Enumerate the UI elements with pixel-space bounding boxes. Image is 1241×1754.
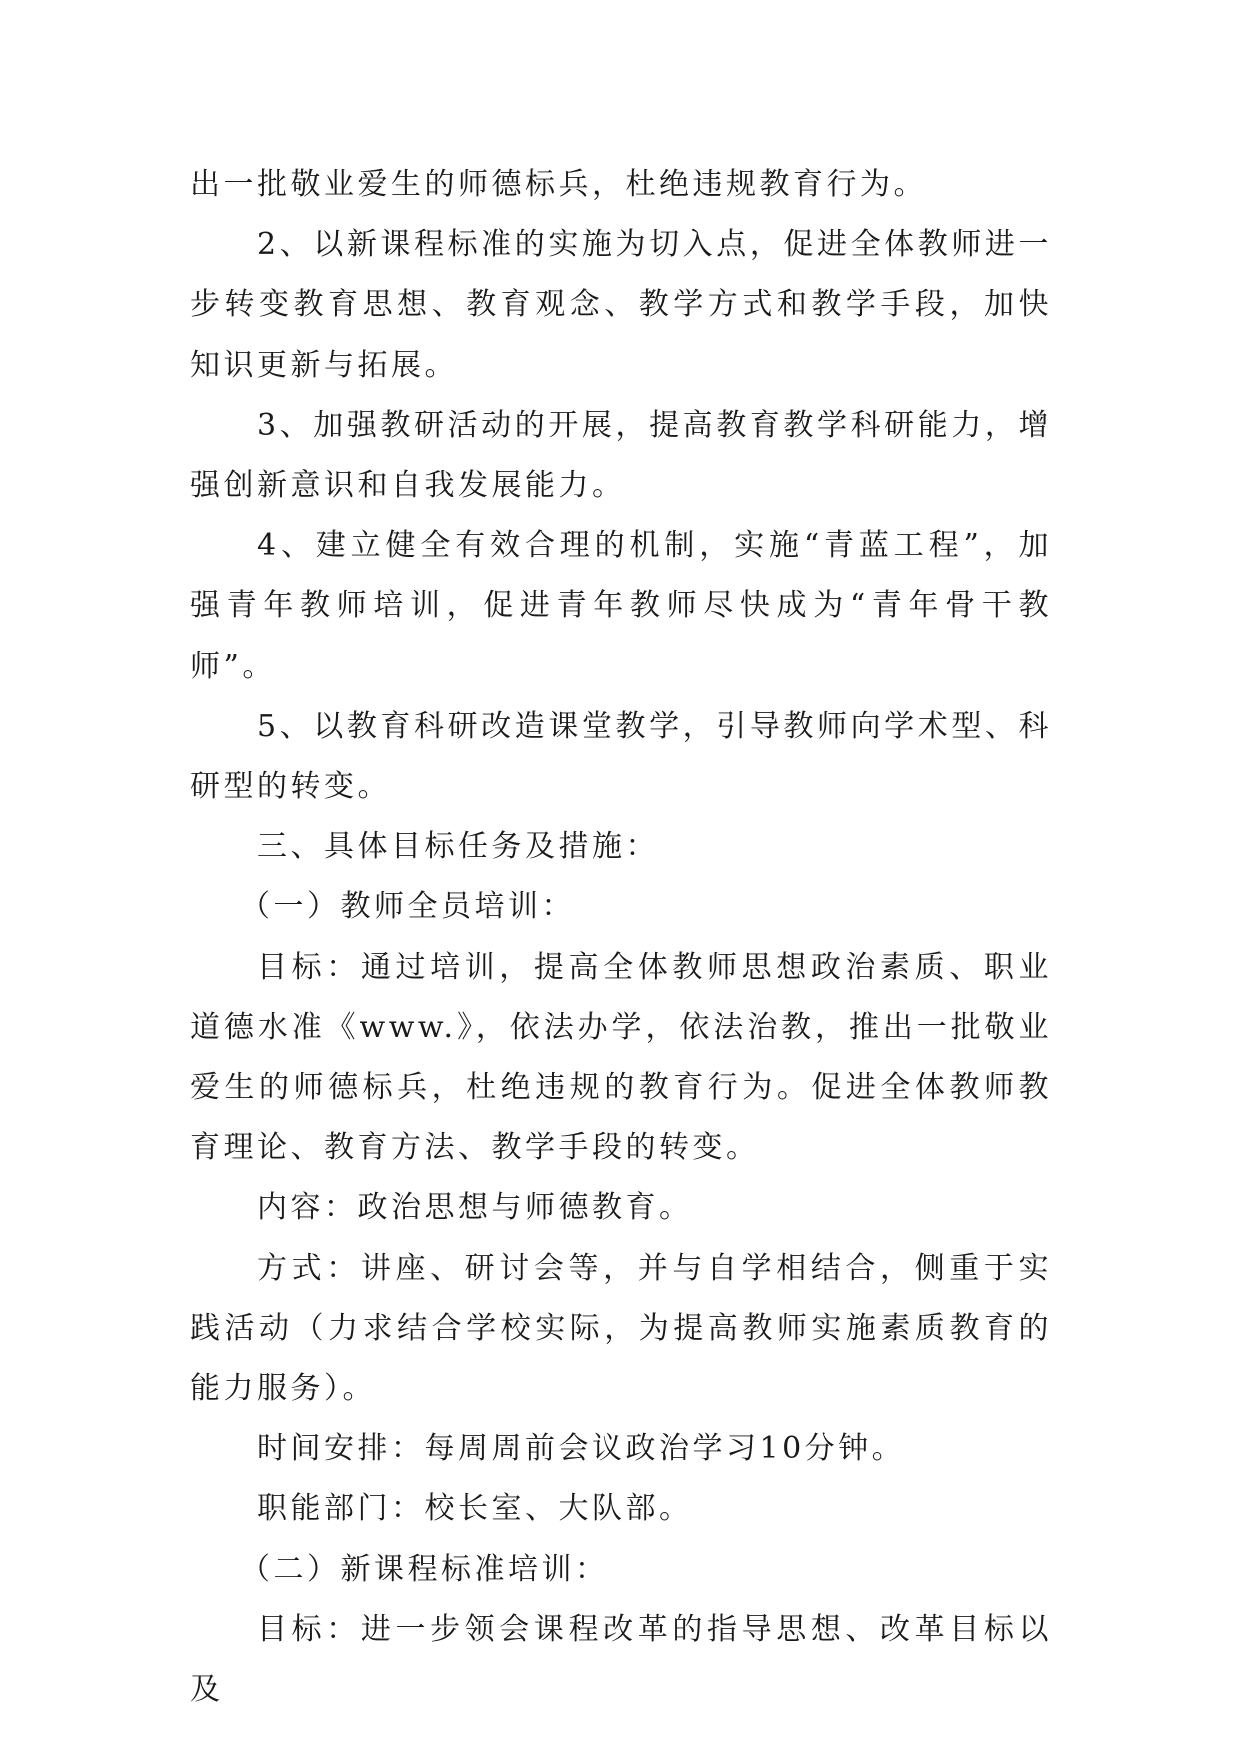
paragraph: 3、加强教研活动的开展，提高教育教学科研能力，增强创新意识和自我发展能力。 xyxy=(190,407,1052,504)
paragraph: 目标：通过培训，提高全体教师思想政治素质、职业道德水准《www.》，依法办学，依法治教，推出一批敬业爱生的师德标兵，杜绝违规的教育行为。促进全体教师教育理论、教育方法、教学手段的转变。 xyxy=(190,949,1052,1166)
paragraph: 出一批敬业爱生的师德标兵，杜绝违规教育行为。 xyxy=(190,167,927,202)
paragraph: 目标：进一步领会课程改革的指导思想、改革目标以及 xyxy=(190,1611,1052,1708)
section-heading: 三、具体目标任务及措施： xyxy=(257,829,659,865)
document-body xyxy=(190,155,1052,1720)
paragraph: 2、以新课程标准的实施为切入点，促进全体教师进一步转变教育思想、教育观念、教学方式和教学手段，加快知识更新与拓展。 xyxy=(190,227,1052,383)
paragraph: 方式：讲座、研讨会等，并与自学相结合，侧重于实践活动（力求结合学校实际，为提高教师实施素质教育的能力服务）。 xyxy=(190,1250,1052,1407)
paragraph: 4、建立健全有效合理的机制，实施“青蓝工程”，加强青年教师培训，促进青年教师尽快成为“青年骨干教师”。 xyxy=(190,528,1052,684)
paragraph: 职能部门：校长室、大队部。 xyxy=(257,1491,693,1527)
subsection-heading: （二）新课程标准培训： xyxy=(240,1551,609,1587)
paragraph: 时间安排：每周周前会议政治学习10分钟。 xyxy=(257,1431,906,1467)
paragraph: 5、以教育科研改造课堂教学，引导教师向学术型、科研型的转变。 xyxy=(190,708,1052,805)
paragraph: 内容：政治思想与师德教育。 xyxy=(257,1190,693,1226)
subsection-heading: （一）教师全员培训： xyxy=(240,889,575,925)
